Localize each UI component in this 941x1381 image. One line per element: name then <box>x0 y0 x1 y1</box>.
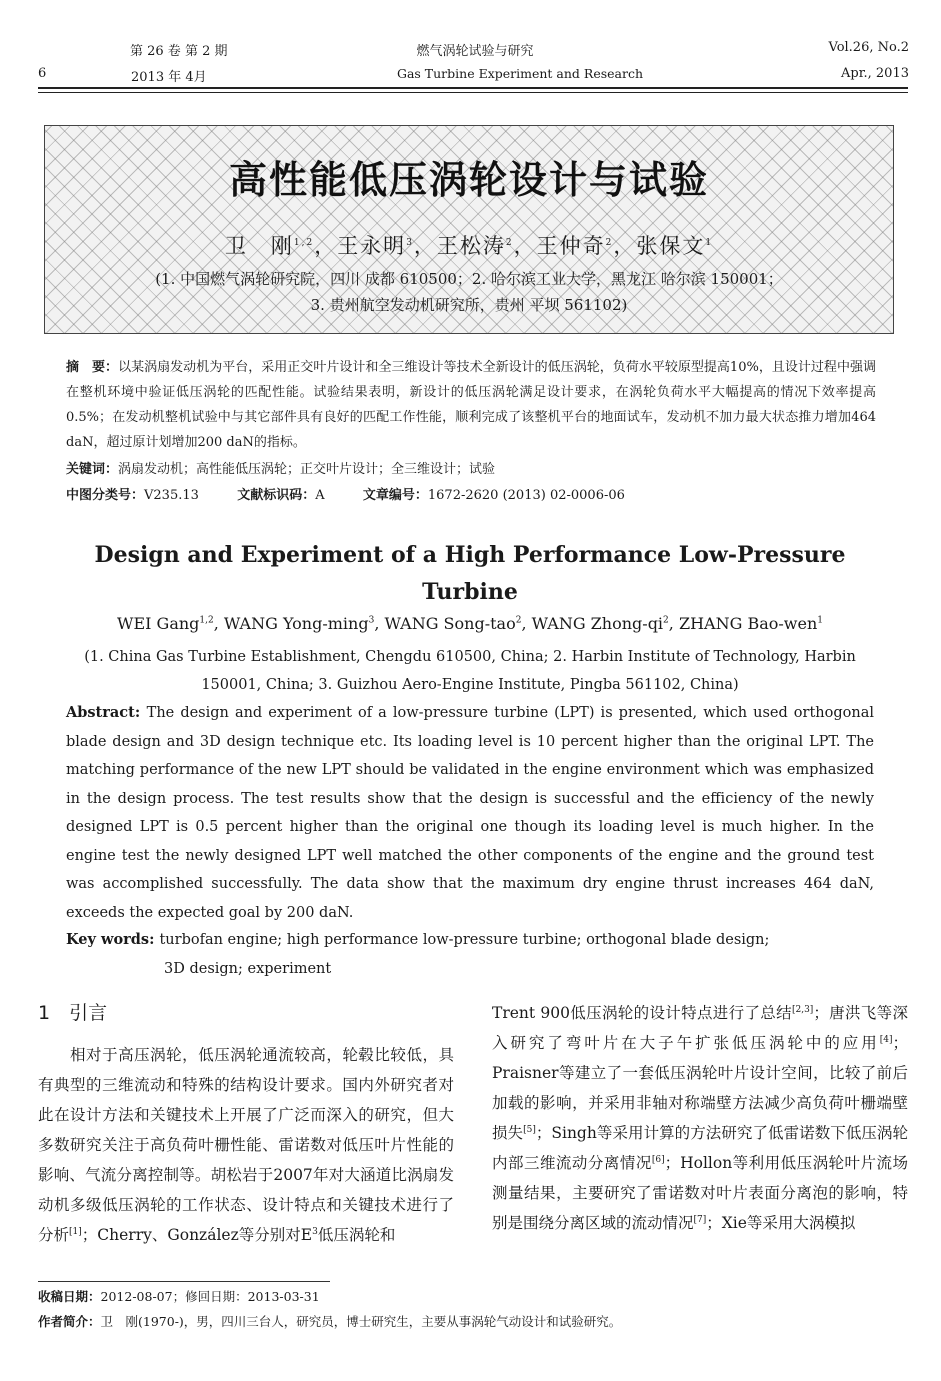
clc-label: 中图分类号： <box>66 488 145 503</box>
author-cn-affil-mark: 1 <box>705 238 714 248</box>
title-box <box>44 125 894 334</box>
author-cn-name: 王仲奇 <box>536 234 606 258</box>
author-cn-affil-mark: 2 <box>605 238 614 248</box>
author-en-affil-mark: 1 <box>817 615 823 626</box>
date-cn: 2013 年 4月 <box>131 70 207 85</box>
received-date-note <box>38 1287 320 1305</box>
affiliation-cn-line1: (1. 中国燃气涡轮研究院，四川 成都 610500；2. 哈尔滨工业大学，黑龙江 哈尔滨 150001； <box>155 270 783 288</box>
body-column-right <box>492 998 908 1238</box>
author-cn-name: 王松涛 <box>436 234 506 258</box>
doc-code-label: 文献标识码： <box>237 488 316 503</box>
article-number-value: 1672-2620 (2013) 02-0006-06 <box>427 488 625 503</box>
author-cn-affil-mark: 2 <box>505 238 514 248</box>
body-text: ；唐洪飞等深入研究了弯叶片在大子午扩张低压涡轮中的应用 <box>492 1004 908 1052</box>
author-en-name: WANG Song-tao <box>384 614 516 633</box>
citation-mark: [7] <box>693 1214 707 1225</box>
body-text: ；Praisner等建立了一套低压涡轮叶片设计空间，比较了前后加载的影响，并采用非轴对称端壁方法减少高负荷叶栅端壁损失 <box>492 1034 908 1142</box>
keywords-en-line1: turbofan engine; high performance low-pressure turbine; orthogonal blade design; <box>159 932 770 948</box>
authors-en: WEI Gang$^{1,2}$, WANG Yong-ming$^3$, WANG Song-tao$^2$, WANG Zhong-$qi^2$, ZHANG Bao-wen$^1$ <box>117 614 823 633</box>
header-rule-thick <box>38 87 908 89</box>
volume-en: Vol.26, No.2 <box>828 40 909 55</box>
keywords-en: Key words: turbofan engine; high performance low-pressure turbine; orthogonal blade design; 3D design; experiment <box>66 926 874 983</box>
keywords-en-line2: 3D design; experiment <box>164 960 332 977</box>
body-text: ；Singh等采用计算的方法研究了低雷诺数下低压涡轮内部三维流动分离情况 <box>492 1124 908 1172</box>
doc-code-value: A <box>315 488 325 503</box>
author-bio-text: 卫 刚(1970-)，男，四川三台人，研究员，博士研究生，主要从事涡轮气动设计和试验研究。 <box>100 1314 622 1329</box>
abstract-cn-label: 摘 要： <box>66 360 119 375</box>
article-number-label: 文章编号： <box>362 488 428 503</box>
keywords-en-label: Key words <box>66 931 150 948</box>
author-cn-name: 王永明 <box>337 234 407 258</box>
abstract-cn-text: 以某涡扇发动机为平台，采用正交叶片设计和全三维设计等技术全新设计的低压涡轮，负荷水平较原型提高10%，且设计过程中强调在整机环境中验证低压涡轮的匹配性能。试验结果表明，新设计的低压涡轮满足设计要求，在涡轮负荷水平大幅提高的情况下效率提高0.5%；在发动机整机试验中与其它部件具有良好的匹配工作性能，顺利完成了该整机平台的地面试车，发动机不加力最大状态推力增加464 daN，超过原计划增加200 daN的指标。 <box>66 360 876 450</box>
journal-name-en: Gas Turbine Experiment and Research <box>396 66 644 81</box>
author-bio-note <box>38 1312 621 1330</box>
clc-value: V235.13 <box>144 488 199 503</box>
classification-line <box>66 483 876 508</box>
header-rule-thin <box>38 92 908 93</box>
author-en-affil-mark: 2 <box>515 615 522 626</box>
body-text: Trent 900低压涡轮的设计特点进行了总结 <box>492 1004 792 1022</box>
body-text: ；Hollon等利用低压涡轮叶片流场测量结果，主要研究了雷诺数对叶片表面分离泡的影响，特别是围绕分离区域的流动情况 <box>492 1154 908 1232</box>
keywords-cn-text: 涡扇发动机；高性能低压涡轮；正交叶片设计；全三维设计；试验 <box>118 462 496 477</box>
author-cn-affil-mark: 3 <box>406 238 414 248</box>
author-cn-name: 卫 刚 <box>224 234 294 258</box>
affiliation-en: (1. China Gas Turbine Establishment, Chengdu 610500, China; 2. Harbin Institute of Technology, Harbin 150001, China; 3. Guizhou Aero-Engine Institute, Pingba 561102, China) <box>84 649 856 693</box>
author-en-affil-mark: 3 <box>368 615 375 626</box>
author-en-name: ZHANG Bao-wen <box>678 614 818 633</box>
author-cn-name: 张保文 <box>636 234 706 258</box>
citation-mark: 3 <box>312 1226 318 1237</box>
citation-mark: [6] <box>651 1154 665 1165</box>
citation-mark: [1] <box>69 1226 82 1237</box>
journal-name-cn: 燃气涡轮试验与研究 <box>416 44 534 59</box>
body-column-left <box>38 1040 454 1250</box>
received-label: 收稿日期： <box>38 1289 101 1304</box>
abstract-en: Abstract: The design and experiment of a low-pressure turbine (LPT) is presented, which used orthogonal blade design and 3D design technique etc. Its loading level is 10 percent higher than the original LPT. The matching performance of the new LPT should be validated in the engine environment which was emphasized in the design process. The test results show that the design is successful and the efficiency of the newly designed LPT is 0.5 percent higher than the original one though its loading level is much higher. In the engine test the newly designed LPT well matched the other components of the engine and the ground test was accomplished successfully. The data show that the maximum dry engine thrust increases 464 daN, exceeds the expected goal by 200 daN. <box>66 704 874 921</box>
body-text: 低压涡轮和 <box>317 1226 396 1244</box>
title-en: Design and Experiment of a High Performance Low-Pressure Turbine <box>94 542 846 605</box>
authors-cn: 卫 刚$^{1,2}$，王永明$^3$，王松涛$^2$，王仲奇$^2$，张保文$^1$ <box>224 234 714 258</box>
citation-mark: [5] <box>523 1124 536 1135</box>
affiliation-cn-line2: 3. 贵州航空发动机研究所，贵州 平坝 561102) <box>310 296 628 314</box>
author-en-name: WEI Gang <box>117 614 200 633</box>
section-heading: 1 引言 <box>38 1002 108 1024</box>
volume-cn: 第 26 卷 第 2 期 <box>130 44 228 59</box>
author-en-affil-mark: 2 <box>663 615 669 626</box>
author-en-name: WANG Yong-ming <box>223 614 369 633</box>
author-cn-affil-mark: 1,2 <box>293 238 315 248</box>
abstract-en-label: Abstract <box>66 704 135 721</box>
abstract-en-text: The design and experiment of a low-pressure turbine (LPT) is presented, which used orthogonal blade design and 3D design technique etc. Its loading level is 10 percent higher than the original LPT. The matching performance of the new LPT should be validated in the engine environment which was emphasized in the design process. The test results show that the design is successful and the efficiency of the newly designed LPT is 0.5 percent higher than the original one though its loading level is much higher. In the engine test the newly designed LPT well matched the other components of the engine and the ground test was accomplished successfully. The data show that the maximum dry engine thrust increases 464 daN, exceeds the expected goal by 200 daN. <box>66 705 874 921</box>
citation-mark: [4] <box>879 1034 893 1045</box>
body-text: 相对于高压涡轮，低压涡轮通流较高，轮毂比较低，具有典型的三维流动和特殊的结构设计要求。国内外研究者对此在设计方法和关键技术上开展了广泛而深入的研究，但大多数研究关注于高负荷叶栅性能、雷诺数对低压叶片性能的影响、气流分离控制等。胡松岩于2007年对大涵道比涡扇发动机多级低压涡轮的工作状态、设计特点和关键技术进行了分析 <box>38 1046 454 1244</box>
citation-mark: [2,3] <box>791 1004 814 1015</box>
author-en-affil-mark: 1,2 <box>199 615 214 626</box>
body-text: ；Xie等采用大涡模拟 <box>706 1214 856 1232</box>
author-en-name: WANG Zhong-qi <box>531 614 664 633</box>
keywords-cn-label: 关键词： <box>66 462 119 477</box>
footnote-rule <box>38 1281 330 1282</box>
date-en: Apr., 2013 <box>841 66 909 81</box>
abstract-cn <box>66 355 876 455</box>
title-cn: 高性能低压涡轮设计与试验 <box>228 158 709 202</box>
author-bio-label: 作者简介： <box>38 1314 101 1329</box>
received-text: 2012-08-07；修回日期：2013-03-31 <box>100 1289 320 1304</box>
body-text: ；Cherry、González等分别对E <box>81 1226 313 1244</box>
keywords-cn <box>66 457 876 482</box>
page-number: 6 <box>38 66 47 81</box>
